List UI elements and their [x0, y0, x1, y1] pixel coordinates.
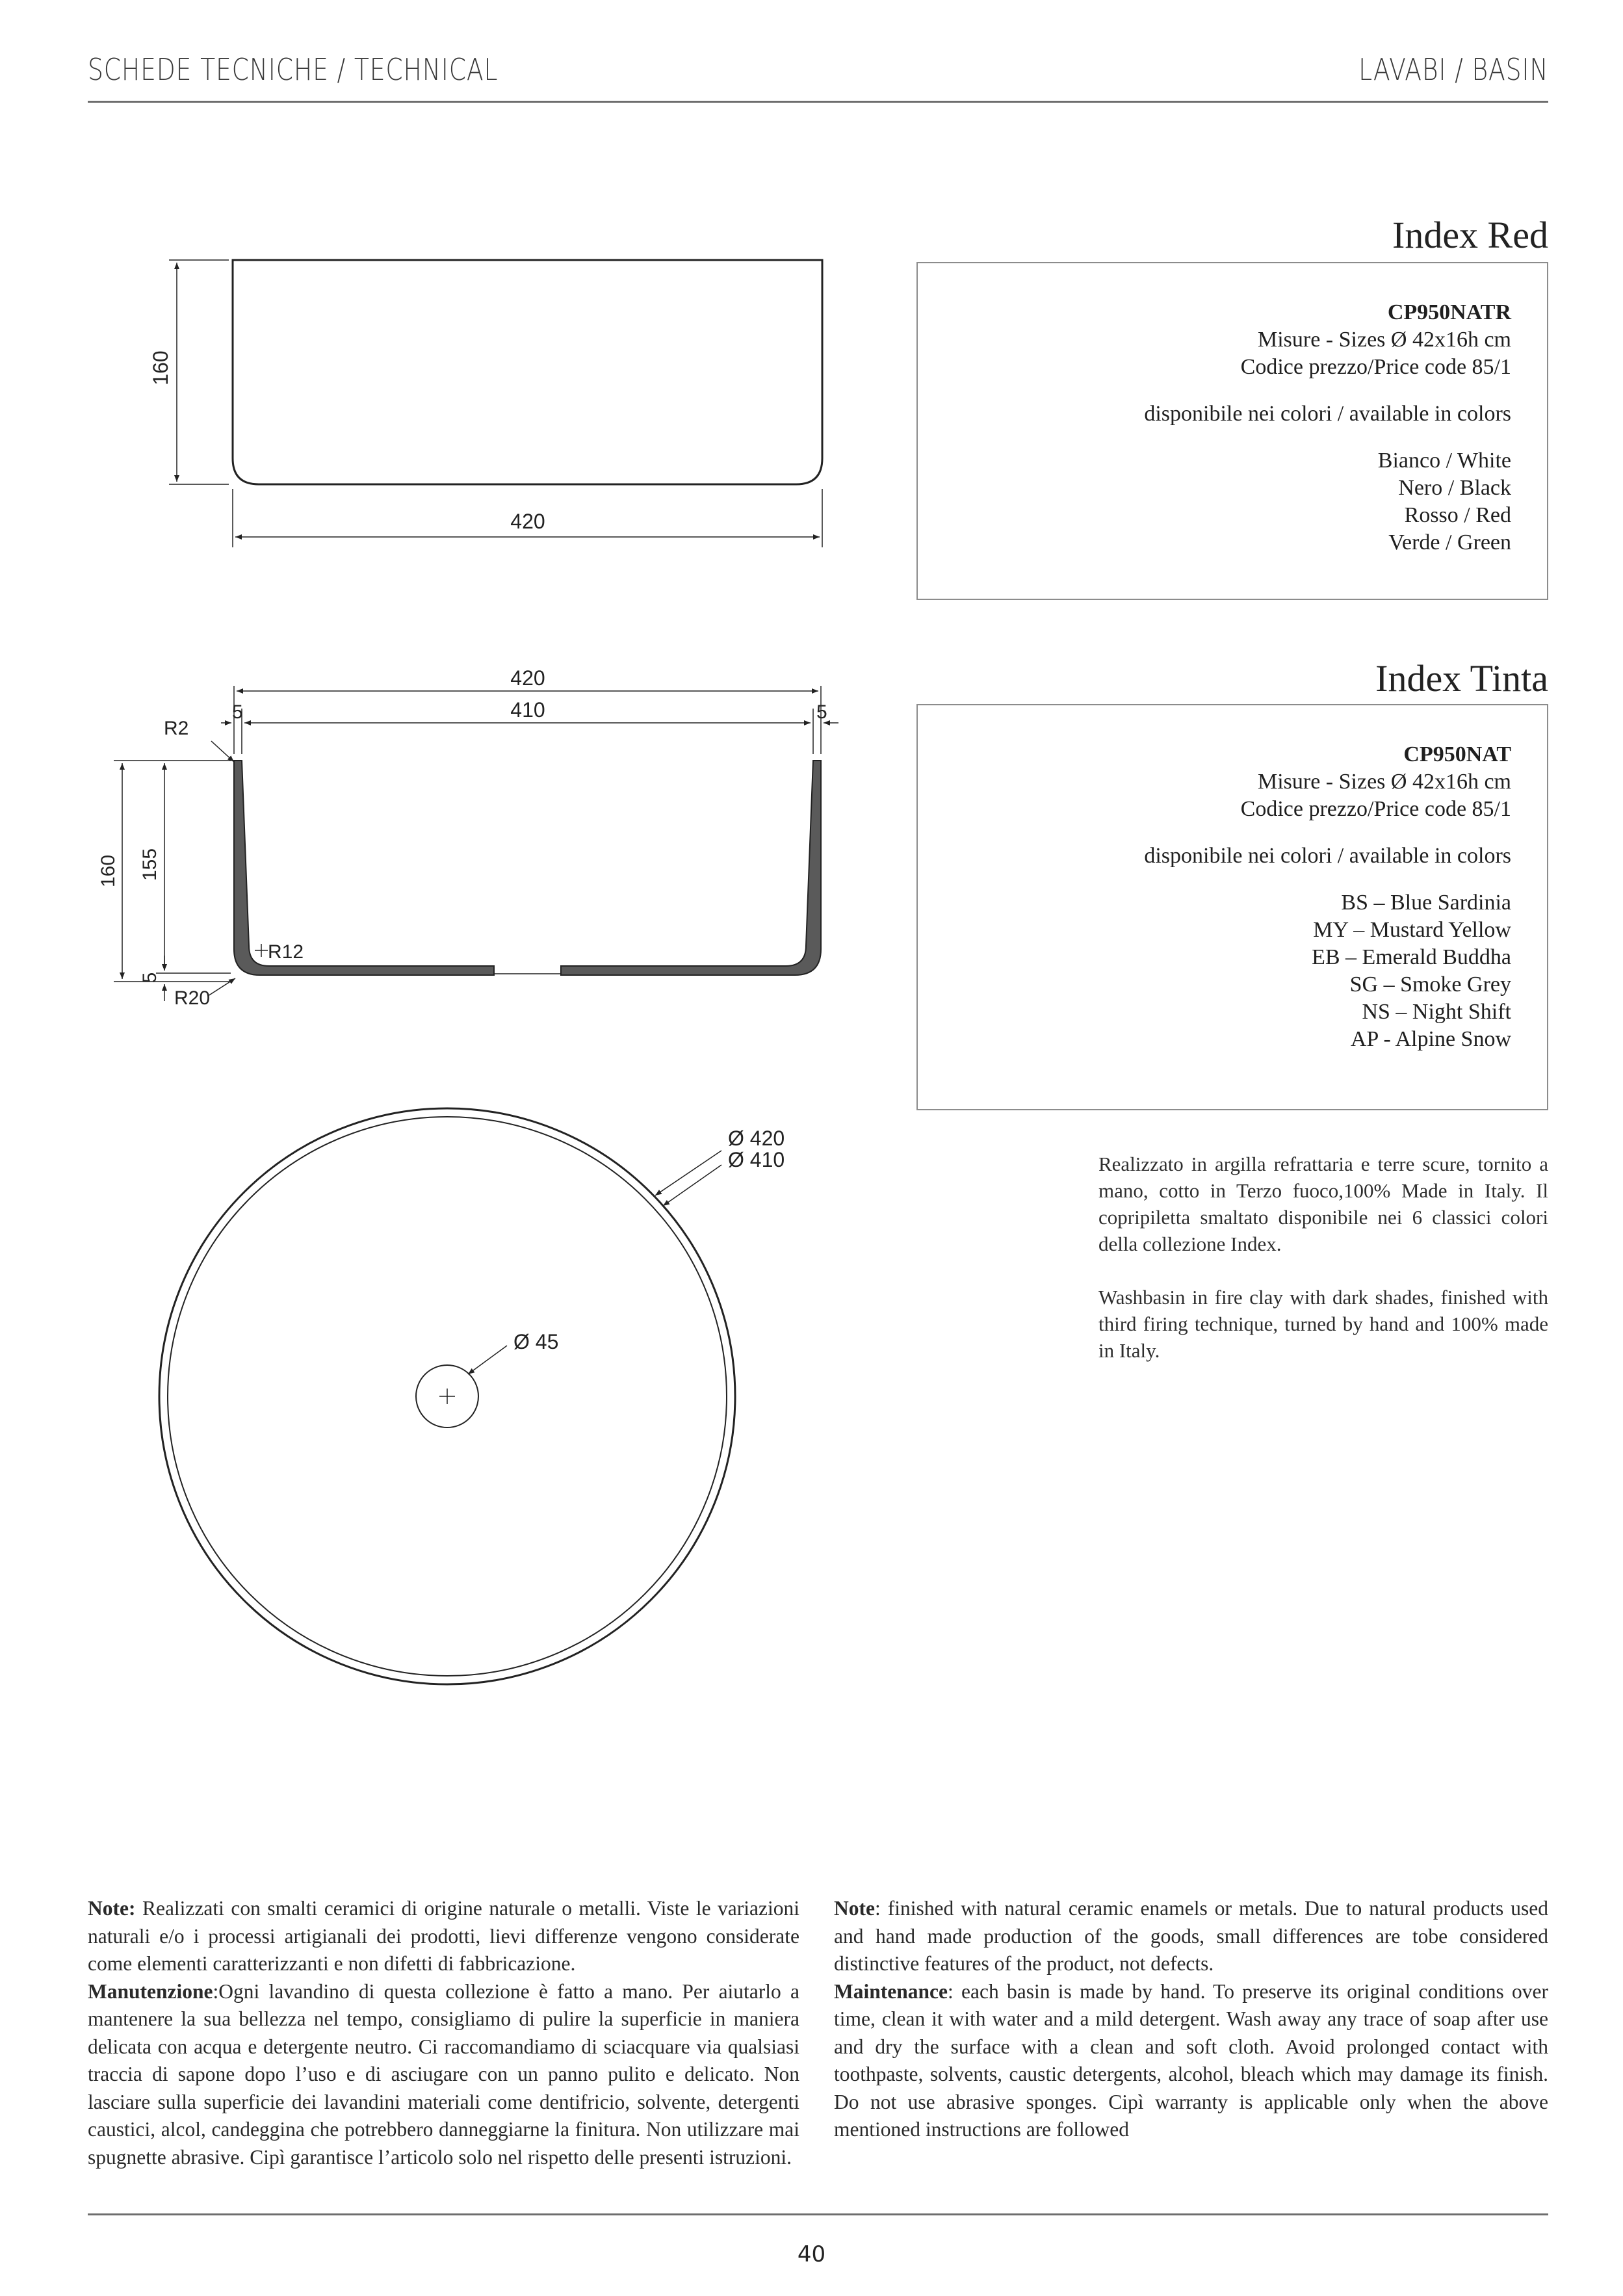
header-category: LAVABI / BASIN: [1358, 52, 1548, 87]
dim-side-width: 420: [510, 510, 545, 533]
color-item: AP - Alpine Snow: [1350, 1027, 1511, 1051]
product-code: CP950NAT: [1403, 742, 1511, 766]
dim-wall-left: 5: [232, 701, 243, 723]
description-italian: Realizzato in argilla refrattaria e terre scure, tornito a mano, cotto in Terzo fuoco,100% Made in Italy. Il copripiletta smaltato disponibile nei 6 classici colori della collezione Index.: [1098, 1153, 1548, 1255]
maintenance-text: :Ogni lavandino di questa collezione è fatto a mano. Per aiutarlo a mantenere la sua bellezza nel tempo, consigliamo di pulire la superficie in maniera delicata con acqua e detergente neutro. Ci raccomandiamo di sciacquare via qualsiasi traccia di sapone dopo l’uso e di asciugare con un panno pulito e delicato. Non lasciare sulla superficie dei lavandini materiali come dentifricio, solvente, detergenti caustici, alcol, candeggina che potrebbero danneggiarne la finitura. Non utilizzare mai spugnette abrasive. Cipì garantisce l’articolo solo nel rispetto delle presenti istruzioni.: [88, 1979, 799, 2169]
dim-section-total-height: 160: [97, 854, 119, 888]
maintenance-label: Manutenzione: [88, 1979, 213, 2003]
dim-top-inner-diameter: Ø 410: [728, 1148, 785, 1171]
notes-italian: [88, 1895, 799, 2171]
notes-english: [834, 1895, 1548, 2144]
section-view-drawing: [114, 686, 838, 1001]
note-text: : finished with natural ceramic enamels or metals. Due to natural products used and hand made production of the goods, small differences are tobe considered distinctive features of the product, not defects.: [834, 1897, 1548, 1975]
color-item: Rosso / Red: [1404, 503, 1511, 527]
side-view-drawing: [169, 260, 822, 547]
product-sizes: Misure - Sizes Ø 42x16h cm: [1257, 328, 1511, 352]
dim-top-outer-diameter: Ø 420: [728, 1127, 785, 1150]
dim-drain-diameter: Ø 45: [513, 1330, 559, 1353]
dim-side-height: 160: [149, 350, 172, 385]
color-item: NS – Night Shift: [1362, 1000, 1511, 1024]
dim-section-inner: 410: [510, 698, 545, 722]
page-number: 40: [797, 2241, 826, 2267]
product-price-code: Codice prezzo/Price code 85/1: [1240, 355, 1511, 379]
color-item: EB – Emerald Buddha: [1312, 945, 1511, 969]
color-item: Nero / Black: [1398, 476, 1511, 500]
product-title-index-red: Index Red: [1392, 214, 1548, 256]
dim-radius-inner: R12: [268, 941, 304, 963]
product-sizes: Misure - Sizes Ø 42x16h cm: [1257, 770, 1511, 794]
dim-section-inner-height: 155: [139, 848, 161, 881]
dim-section-bottom: 5: [139, 972, 161, 984]
note-label: Note: [834, 1897, 875, 1920]
dim-wall-right: 5: [816, 701, 827, 723]
product-title-index-tinta: Index Tinta: [1375, 657, 1548, 699]
product-price-code: Codice prezzo/Price code 85/1: [1240, 797, 1511, 821]
note-text: Realizzati con smalti ceramici di origine naturale o metalli. Viste le variazioni naturali e/o i processi artigianali dei prodotti, lievi differenze vengono considerate come elementi caratterizzanti e non difetti di fabbricazione.: [88, 1897, 799, 1975]
header-section-title: SCHEDE TECNICHE / TECHNICAL: [88, 52, 499, 87]
color-item: Bianco / White: [1377, 449, 1511, 473]
footer-rule: [88, 2213, 1548, 2215]
product-code: CP950NATR: [1387, 300, 1511, 324]
available-colors-label: disponibile nei colori / available in colors: [1144, 402, 1511, 426]
note-label: Note:: [88, 1897, 136, 1920]
color-item: BS – Blue Sardinia: [1341, 891, 1511, 915]
available-colors-label: disponibile nei colori / available in colors: [1144, 844, 1511, 868]
description-english: Washbasin in fire clay with dark shades, finished with third firing technique, turned by hand and 100% made in Italy.: [1098, 1286, 1548, 1362]
top-view-drawing: [159, 1108, 735, 1684]
color-item: Verde / Green: [1388, 530, 1511, 554]
dim-radius-top: R2: [164, 718, 189, 739]
dim-radius-outer: R20: [174, 987, 211, 1009]
maintenance-text: : each basin is made by hand. To preserve its original conditions over time, clean it with water and a mild detergent. Wash away any trace of soap after use and dry the surface with a clean and soft cloth. Avoid prolonged contact with toothpaste, solvents, caustic detergents, alcohol, bleach which may damage its finish. Do not use abrasive sponges. Cipì warranty is applicable only when the above mentioned instructions are followed: [834, 1979, 1548, 2141]
color-item: MY – Mustard Yellow: [1313, 918, 1511, 942]
dim-section-outer: 420: [510, 666, 545, 690]
basin-wall-right: [561, 761, 821, 975]
color-item: SG – Smoke Grey: [1349, 972, 1511, 997]
maintenance-label: Maintenance: [834, 1979, 948, 2003]
